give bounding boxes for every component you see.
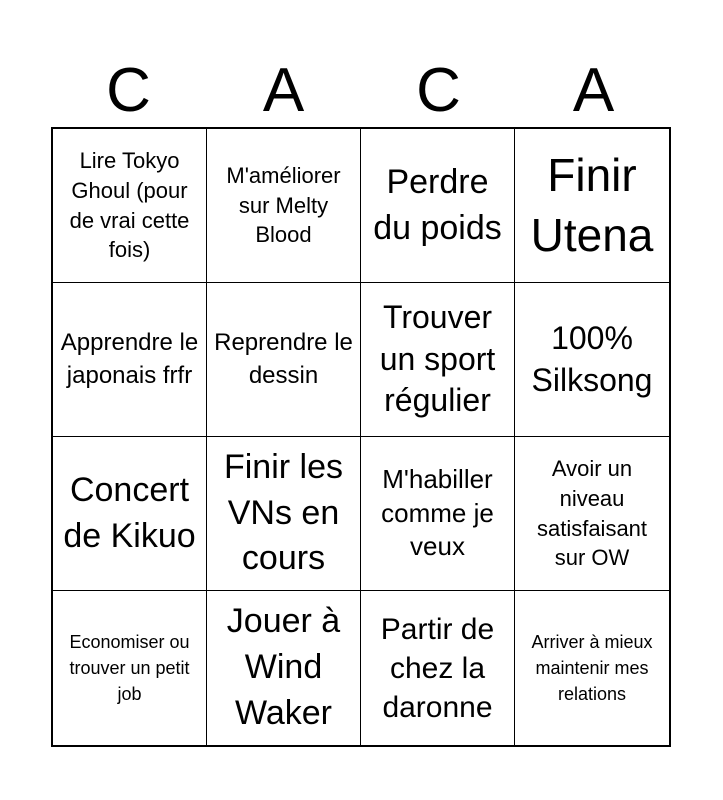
bingo-cell[interactable] <box>53 129 207 283</box>
header-letter-4: A <box>572 56 615 125</box>
bingo-cell[interactable] <box>515 129 669 283</box>
bingo-cell[interactable] <box>361 129 515 283</box>
cell-text: Concert de Kikuo <box>63 470 196 555</box>
cell-text: Finir Utena <box>530 148 654 261</box>
cell-text: Finir les VNs en cours <box>223 447 344 578</box>
cell-text: Jouer à Wind Waker <box>226 602 341 732</box>
bingo-cell[interactable] <box>361 437 515 591</box>
bingo-cell[interactable] <box>361 591 515 745</box>
cell-text: Apprendre le japonais frfr <box>60 329 199 389</box>
bingo-cell[interactable] <box>515 591 669 745</box>
bingo-header <box>51 55 671 127</box>
cell-text: Reprendre le dessin <box>214 329 353 389</box>
cell-text: 100% Silksong <box>531 319 653 398</box>
bingo-cell[interactable] <box>207 437 361 591</box>
cell-text: Trouver un sport régulier <box>379 299 496 419</box>
cell-text: M'habiller comme je veux <box>381 463 494 562</box>
header-letter-3: C <box>416 56 461 125</box>
header-letter-2: A <box>262 56 305 125</box>
cell-text: Perdre du poids <box>373 162 502 247</box>
bingo-cell[interactable] <box>207 283 361 437</box>
bingo-cell[interactable] <box>53 437 207 591</box>
cell-text: Partir de chez la daronne <box>380 612 495 724</box>
bingo-cell[interactable] <box>53 591 207 745</box>
cell-text: M'améliorer sur Melty Blood <box>226 162 341 248</box>
bingo-cell[interactable] <box>515 283 669 437</box>
header-letter-1: C <box>106 56 151 125</box>
bingo-cell[interactable] <box>361 283 515 437</box>
bingo-board <box>51 127 671 747</box>
bingo-cell[interactable] <box>207 129 361 283</box>
cell-text: Economiser ou trouver un petit job <box>69 631 190 705</box>
cell-text: Avoir un niveau satisfaisant sur OW <box>536 456 648 571</box>
bingo-cell[interactable] <box>53 283 207 437</box>
bingo-cell[interactable] <box>515 437 669 591</box>
cell-text: Arriver à mieux maintenir mes relations <box>531 631 653 705</box>
cell-text: Lire Tokyo Ghoul (pour de vrai cette fois) <box>69 148 190 263</box>
bingo-cell[interactable] <box>207 591 361 745</box>
